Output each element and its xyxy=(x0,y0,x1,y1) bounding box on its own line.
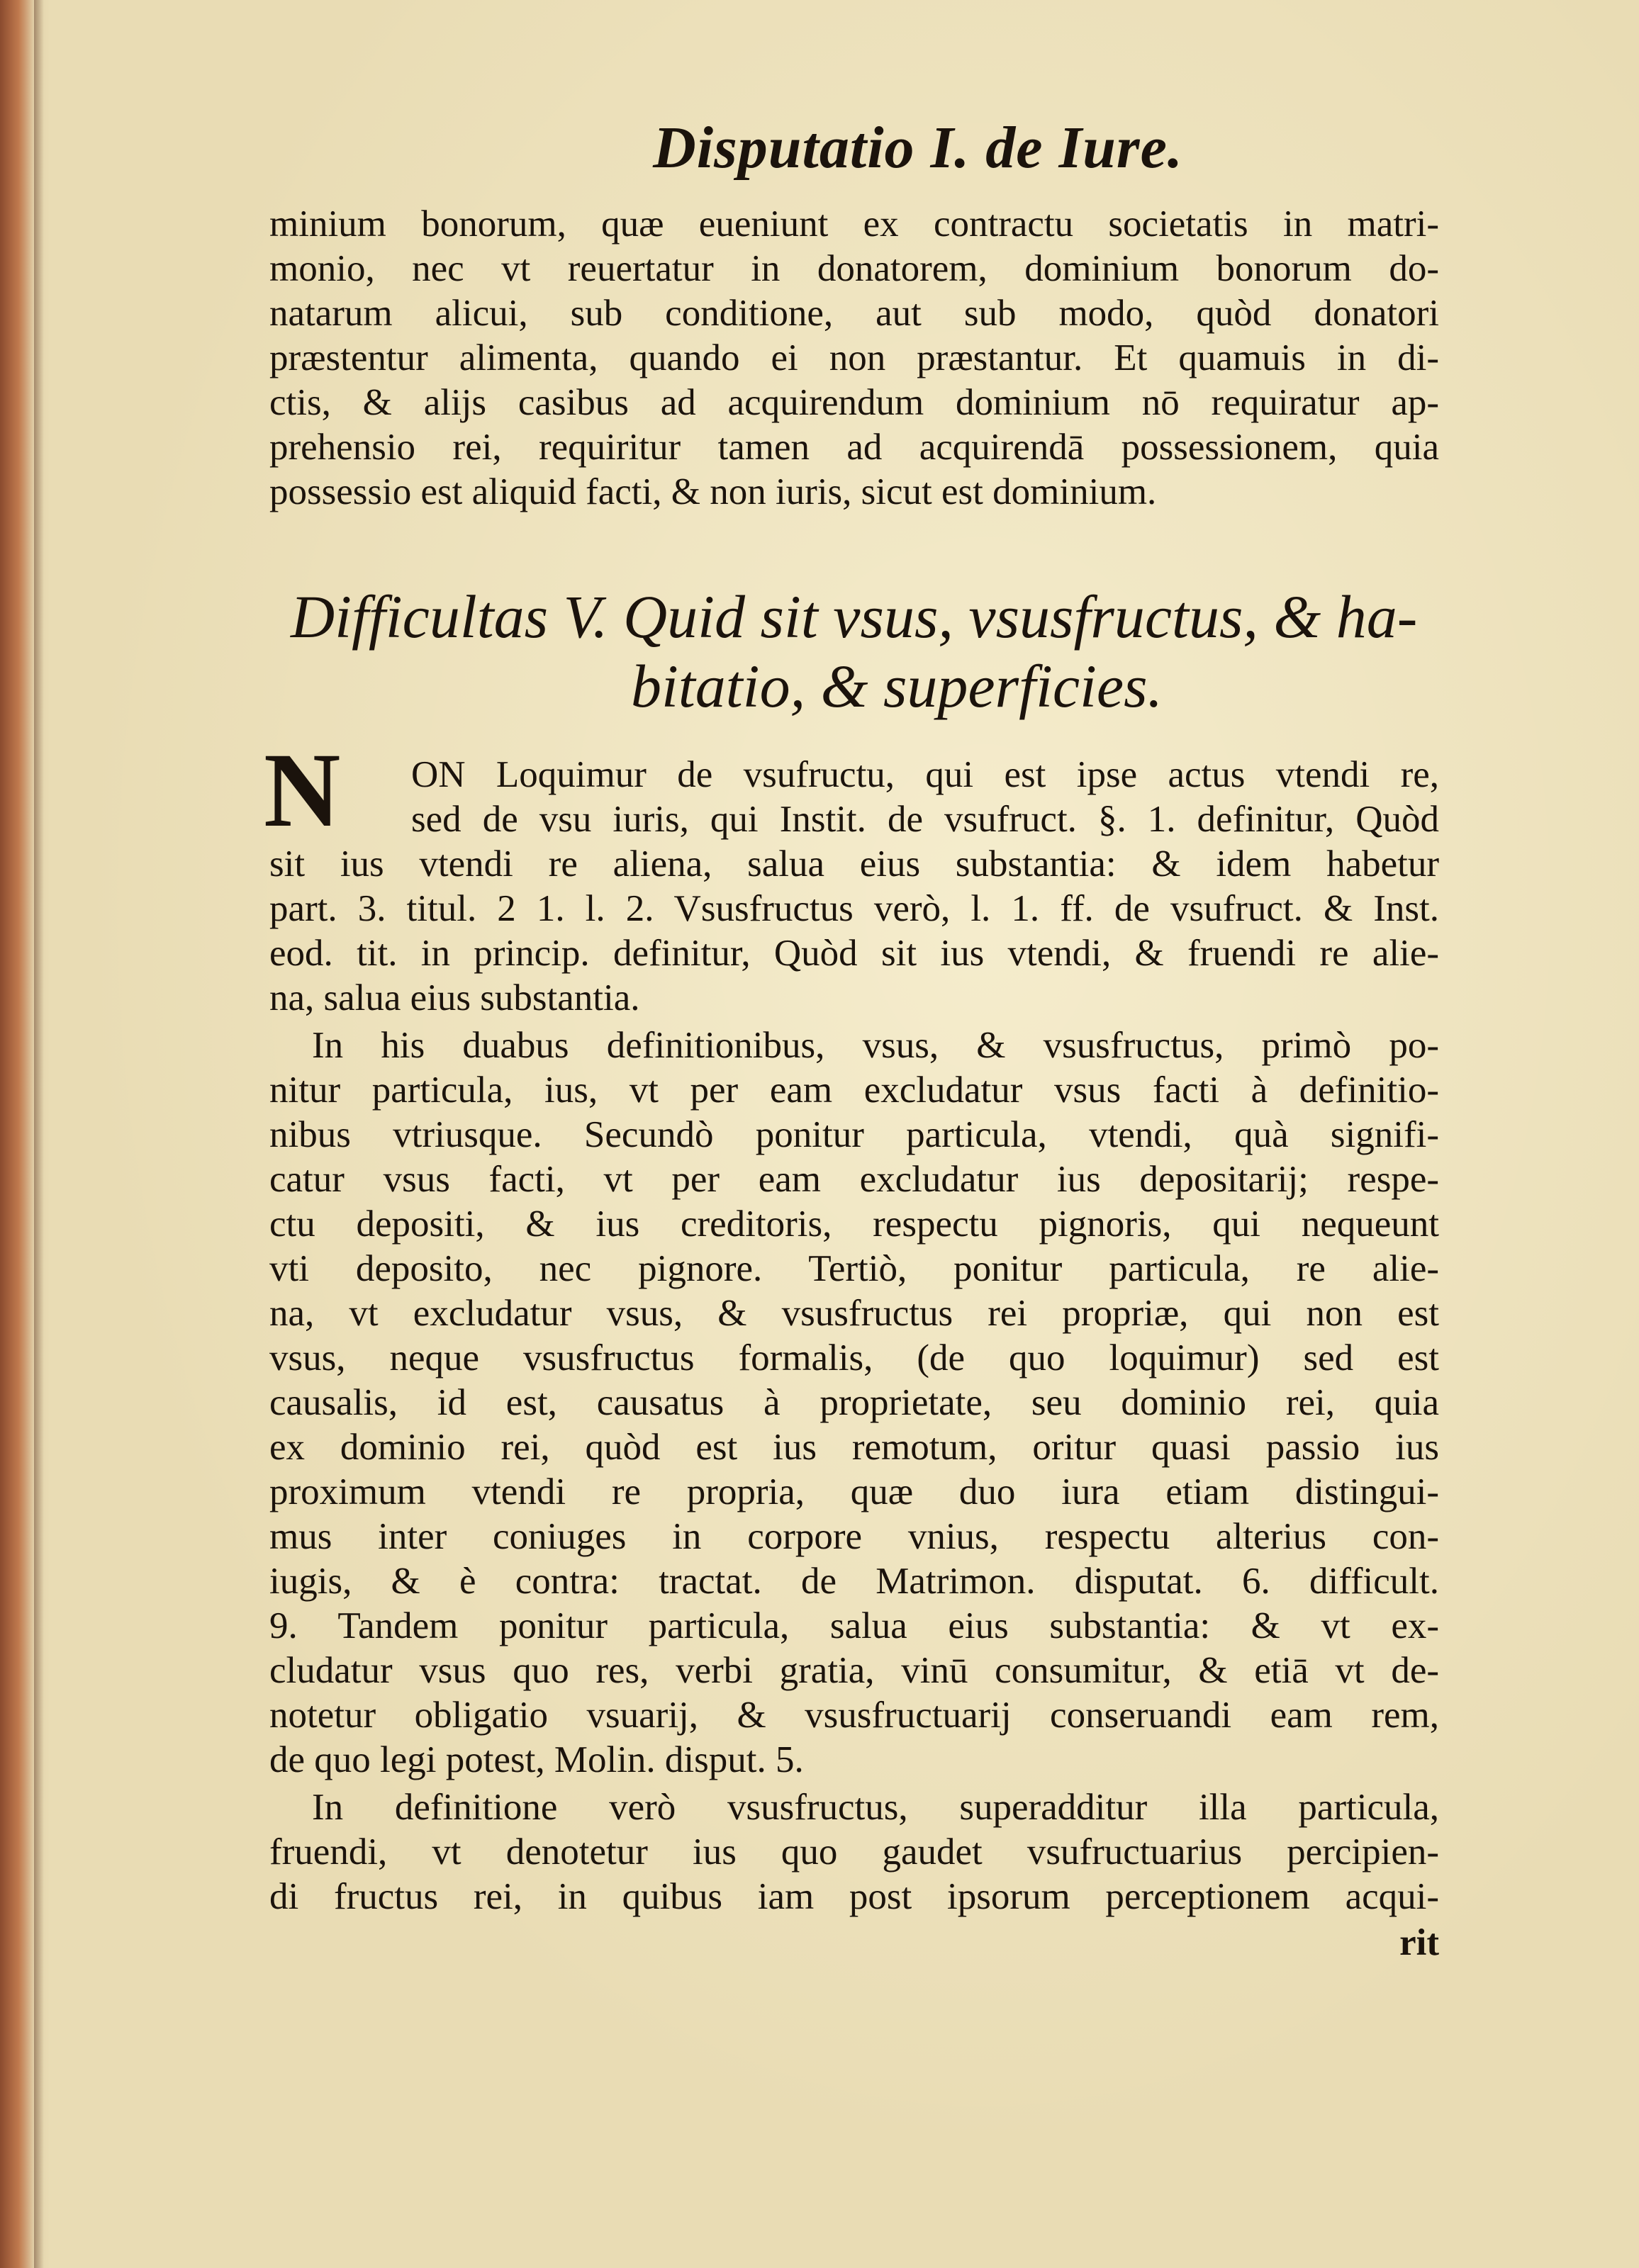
text-line: vti deposito, nec pignore. Tertiò, ponitur particula, re alie- xyxy=(269,1248,1439,1289)
text-line: ctis, & alijs casibus ad acquirendum dominium nō requiratur ap- xyxy=(269,382,1439,423)
page-fold-shadow xyxy=(34,0,44,2268)
text-line: vsus, neque vsusfructus formalis, (de quo loquimur) sed est xyxy=(269,1337,1439,1379)
text-line: catur vsus facti, vt per eam excludatur ius depositarij; respe- xyxy=(269,1159,1439,1200)
heading-line: Difficultas V. Quid sit vsus, vsusfructus, & ha- xyxy=(291,583,1418,651)
drop-cap: N xyxy=(264,731,341,849)
text-line: prehensio rei, requiritur tamen ad acquirendā possessionem, quia xyxy=(269,427,1439,468)
text-line: nitur particula, ius, vt per eam excludatur vsus facti à definitio- xyxy=(269,1070,1439,1111)
text-line: iugis, & è contra: tractat. de Matrimon. disputat. 6. difficult. xyxy=(269,1561,1439,1602)
text-line: proximum vtendi re propria, quæ duo iura etiam distingui- xyxy=(269,1471,1439,1512)
running-header: Disputatio I. de Iure. xyxy=(653,115,1183,181)
text-line: ex dominio rei, quòd est ius remotum, oritur quasi passio ius xyxy=(269,1427,1439,1468)
text-line: In his duabus definitionibus, vsus, & vsusfructus, primò po- xyxy=(312,1025,1439,1066)
text-line: na, salua eius substantia. xyxy=(269,977,640,1018)
text-line: ctu depositi, & ius creditoris, respectu pignoris, qui nequeunt xyxy=(269,1203,1439,1245)
paragraph-1 xyxy=(269,202,1439,515)
section-heading xyxy=(269,582,1439,721)
text-line: possessio est aliquid facti, & non iuris, sicut est dominium. xyxy=(269,471,1157,512)
page-text xyxy=(264,113,1439,1965)
text-line: nibus vtriusque. Secundò ponitur particula, vtendi, quà signifi- xyxy=(269,1114,1439,1155)
text-line: ON Loquimur de vsufructu, qui est ipse actus vtendi re, xyxy=(411,754,1439,795)
text-line: sit ius vtendi re aliena, salua eius substantia: & idem habetur xyxy=(269,843,1439,885)
page-binding-edge xyxy=(0,0,34,2268)
heading-line: bitatio, & superficies. xyxy=(631,652,1163,720)
catchword: rit xyxy=(1399,1922,1439,1963)
text-line: natarum alicui, sub conditione, aut sub modo, quòd donatori xyxy=(269,293,1439,334)
text-line: notetur obligatio vsuarij, & vsusfructuarij conseruandi eam rem, xyxy=(269,1695,1439,1736)
text-line: eod. tit. in princip. definitur, Quòd sit ius vtendi, & fruendi re alie- xyxy=(269,933,1439,974)
text-line: fruendi, vt denotetur ius quo gaudet vsufructuarius percipien- xyxy=(269,1831,1439,1873)
text-line: monio, nec vt reuertatur in donatorem, dominium bonorum do- xyxy=(269,248,1439,289)
text-line: sed de vsu iuris, qui Instit. de vsufruct. §. 1. definitur, Quòd xyxy=(411,799,1439,840)
text-line: mus inter coniuges in corpore vnius, respectu alterius con- xyxy=(269,1516,1439,1557)
text-line: 9. Tandem ponitur particula, salua eius substantia: & vt ex- xyxy=(269,1605,1439,1646)
paragraph-2 xyxy=(269,753,1439,1021)
paragraph-2-block xyxy=(264,731,1439,1021)
paragraph-4 xyxy=(269,1785,1439,1919)
text-line: part. 3. titul. 2 1. l. 2. Vsusfructus verò, l. 1. ff. de vsufruct. & Inst. xyxy=(269,888,1439,929)
paragraph-3 xyxy=(269,1023,1439,1783)
text-line: na, vt excludatur vsus, & vsusfructus rei propriæ, qui non est xyxy=(269,1293,1439,1334)
text-line: de quo legi potest, Molin. disput. 5. xyxy=(269,1739,804,1780)
text-line: præstentur alimenta, quando ei non præstantur. Et quamuis in di- xyxy=(269,337,1439,378)
text-line: cludatur vsus quo res, verbi gratia, vinū consumitur, & etiā vt de- xyxy=(269,1650,1439,1691)
text-line: di fructus rei, in quibus iam post ipsorum perceptionem acqui- xyxy=(269,1876,1439,1917)
text-line: minium bonorum, quæ eueniunt ex contractu societatis in matri- xyxy=(269,203,1439,245)
text-line: causalis, id est, causatus à proprietate, seu dominio rei, quia xyxy=(269,1382,1439,1423)
text-line: In definitione verò vsusfructus, superadditur illa particula, xyxy=(312,1787,1439,1828)
